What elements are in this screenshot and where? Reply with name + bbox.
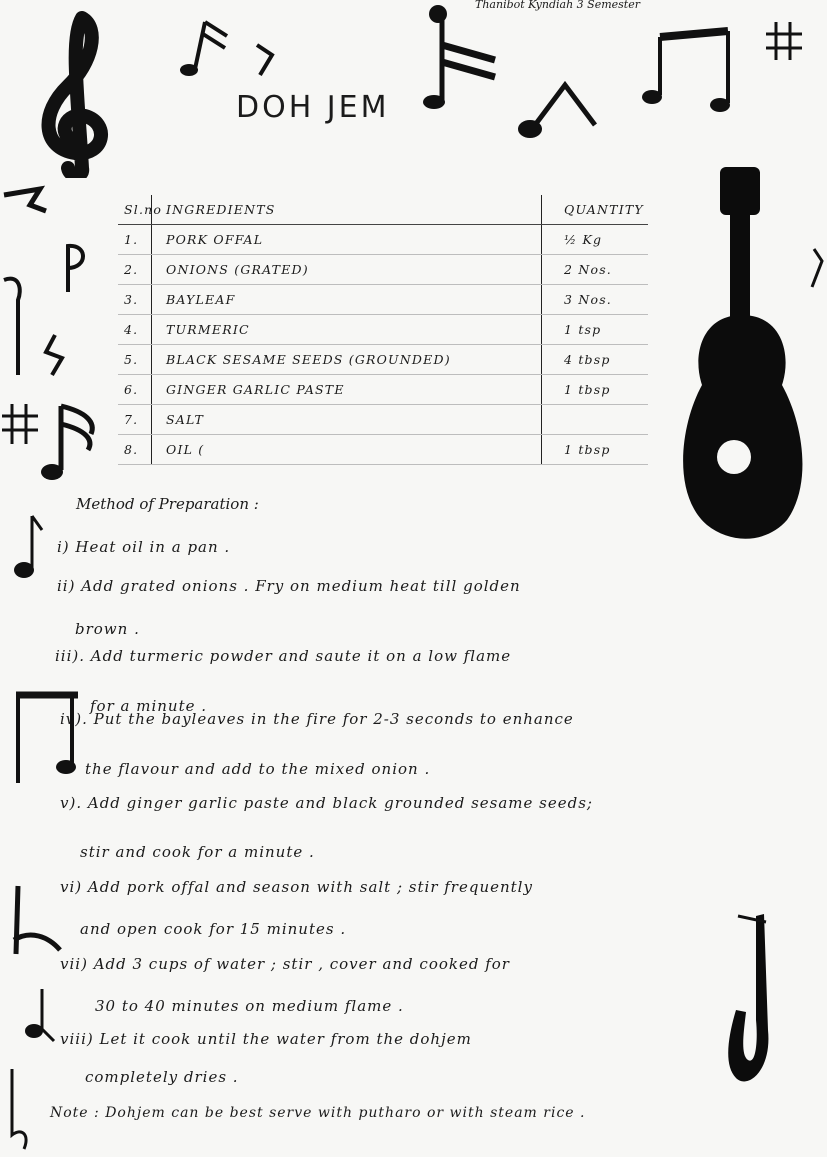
method-step-line: v). Add ginger garlic paste and black grounded sesame seeds;: [60, 794, 593, 812]
table-row: [118, 285, 648, 315]
beamed-pair-icon: [638, 25, 748, 125]
method-step-line: iv). Put the bayleaves in the fire for 2-3 seconds to enhance: [60, 710, 574, 728]
rest-small-icon: [40, 330, 70, 380]
saxophone-icon: [718, 910, 788, 1100]
method-step-line: viii) Let it cook until the water from the dohjem: [60, 1030, 472, 1048]
row-number: 8.: [118, 435, 152, 464]
column-header-slno: Sl.no: [118, 195, 152, 224]
method-step-line: brown .: [75, 620, 140, 638]
method-step-line: i) Heat oil in a pan .: [57, 538, 231, 556]
table-row: [118, 435, 648, 465]
row-number: 5.: [118, 345, 152, 374]
method-step-line: vi) Add pork offal and season with salt ; stir frequently: [60, 878, 533, 896]
row-number: 7.: [118, 405, 152, 434]
method-step-line: ii) Add grated onions . Fry on medium heat till golden: [57, 577, 521, 595]
ingredient-quantity: ½ Kg: [564, 232, 603, 247]
ingredient-name: BAYLEAF: [152, 285, 542, 314]
method-step-line: completely dries .: [85, 1068, 239, 1086]
author-semester-note: Thanibot Kyndiah 3 Semester: [475, 0, 640, 11]
beamed-note-left-icon: [8, 683, 88, 793]
stem-bottom-left-icon: [4, 1065, 34, 1155]
ingredient-name: TURMERIC: [152, 315, 542, 344]
method-step-line: and open cook for 15 minutes .: [80, 920, 347, 938]
treble-clef-icon: [30, 8, 120, 178]
table-row: [118, 345, 648, 375]
ingredient-name: SALT: [152, 405, 542, 434]
method-step-line: stir and cook for a minute .: [80, 843, 315, 861]
note-lower-left-icon: [18, 985, 58, 1045]
row-number: 2.: [118, 255, 152, 284]
quaver-note-icon: [515, 75, 605, 145]
guitar-icon: [672, 165, 812, 545]
note-method-icon: [4, 512, 44, 582]
method-step-line: the flavour and add to the mixed onion .: [85, 760, 431, 778]
column-header-quantity: QUANTITY: [564, 202, 644, 217]
curl-note-icon: [0, 880, 70, 960]
ingredients-table: [118, 195, 648, 465]
ingredient-quantity: 1 tbsp: [564, 442, 611, 457]
table-row: [118, 315, 648, 345]
ingredient-name: OIL (: [152, 435, 542, 464]
ingredient-name: PORK OFFAL: [152, 225, 542, 254]
ingredient-quantity: 2 Nos.: [564, 262, 612, 277]
row-number: 1.: [118, 225, 152, 254]
row-number: 4.: [118, 315, 152, 344]
double-eighth-note-icon: [165, 14, 245, 84]
ingredient-quantity: 1 tbsp: [564, 382, 611, 397]
letter-p-icon: [60, 240, 90, 295]
method-step-line: for a minute .: [90, 697, 208, 715]
table-row: [118, 225, 648, 255]
ingredient-quantity: 4 tbsp: [564, 352, 611, 367]
flag-note-icon: [0, 185, 50, 235]
ingredient-quantity: 1 tsp: [564, 322, 602, 337]
ingredient-name: BLACK SESAME SEEDS (GROUNDED): [152, 345, 542, 374]
sharp-icon: [762, 18, 807, 63]
table-row: [118, 375, 648, 405]
ingredient-quantity: 3 Nos.: [564, 292, 612, 307]
rest-icon: [252, 40, 282, 80]
page-title: DOH JEM: [236, 90, 390, 125]
table-header-row: [118, 195, 648, 225]
beamed-notes-icon: [420, 0, 510, 120]
table-row: [118, 255, 648, 285]
serving-note: Note : Dohjem can be best serve with putharo or with steam rice .: [50, 1105, 586, 1121]
stem-note-icon: [0, 270, 30, 380]
column-header-ingredients: INGREDIENTS: [152, 195, 542, 224]
method-step-line: iii). Add turmeric powder and saute it on a low flame: [55, 647, 512, 665]
ingredient-name: GINGER GARLIC PASTE: [152, 375, 542, 404]
method-heading: Method of Preparation :: [76, 495, 259, 513]
eighth-note-left-icon: [36, 398, 106, 488]
method-step-line: 30 to 40 minutes on medium flame .: [95, 997, 404, 1015]
row-number: 6.: [118, 375, 152, 404]
ingredient-name: ONIONS (GRATED): [152, 255, 542, 284]
row-number: 3.: [118, 285, 152, 314]
method-step-line: vii) Add 3 cups of water ; stir , cover and cooked for: [60, 955, 510, 973]
table-row: [118, 405, 648, 435]
